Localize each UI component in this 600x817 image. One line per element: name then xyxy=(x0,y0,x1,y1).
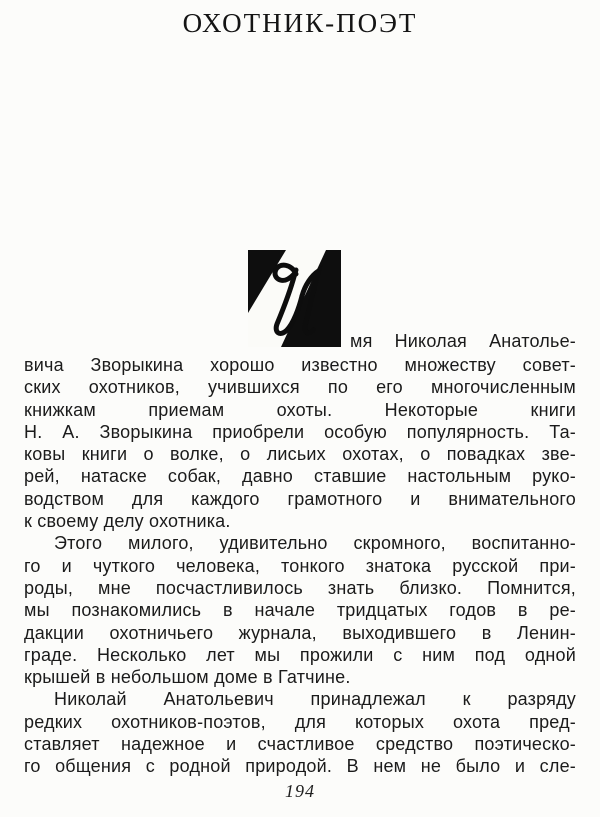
chapter-title: ОХОТНИК-ПОЭТ xyxy=(182,8,418,38)
body-text-line: роды, мне посчастливилось знать близко. Помнится, xyxy=(24,577,576,598)
body-text-line: Н. А. Зворыкина приобрели особую популярность. Та- xyxy=(24,421,576,442)
body-text-line: граде. Несколько лет мы прожили с ним под одной xyxy=(24,644,576,665)
drop-cap-ornament xyxy=(248,250,341,347)
body-text-line: крышей в небольшом доме в Гатчине. xyxy=(24,667,351,688)
body-text-line: рей, натаске собак, давно ставшие настольным руко- xyxy=(24,466,576,487)
body-text-line: вича Зворыкина хорошо известно множеству совет- xyxy=(24,355,576,375)
body-text-line: ковы книги о волке, о лисьих охотах, о повадках зве- xyxy=(24,444,576,465)
body-text-line: го и чуткого человека, тонкого знатока русской при- xyxy=(24,555,576,576)
page-number: 194 xyxy=(285,781,315,801)
drop-cap-letter-i-icon xyxy=(248,250,341,347)
body-text-line: водством для каждого грамотного и внимательного xyxy=(24,488,576,509)
body-first-line: мя Николая Анатолье- xyxy=(350,330,576,351)
text-column xyxy=(24,250,576,778)
body-text-line: Этого милого, удивительно скромного, воспитанно- xyxy=(54,533,576,554)
drop-cap-row xyxy=(24,250,576,351)
body-text-line: ских охотников, учившихся по его многочисленным xyxy=(24,377,576,398)
body-text-line: книжкам приемам охоты. Некоторые книги xyxy=(24,399,576,420)
body-text-line: редких охотников-поэтов, для которых охота пред- xyxy=(24,711,576,732)
body-text-line: дакции охотничьего журнала, выходившего в Ленин- xyxy=(24,622,576,643)
body-text-line: к своему делу охотника. xyxy=(24,511,231,532)
body-text-line: ставляет надежное и счастливое средство поэтическо- xyxy=(24,734,576,755)
body-text-line: мы познакомились в начале тридцатых годов в ре- xyxy=(24,600,576,621)
body-text xyxy=(24,354,576,778)
body-text-line: го общения с родной природой. В нем не было и сле- xyxy=(24,756,576,777)
body-text-line: Николай Анатольевич принадлежал к разряду xyxy=(54,689,576,710)
